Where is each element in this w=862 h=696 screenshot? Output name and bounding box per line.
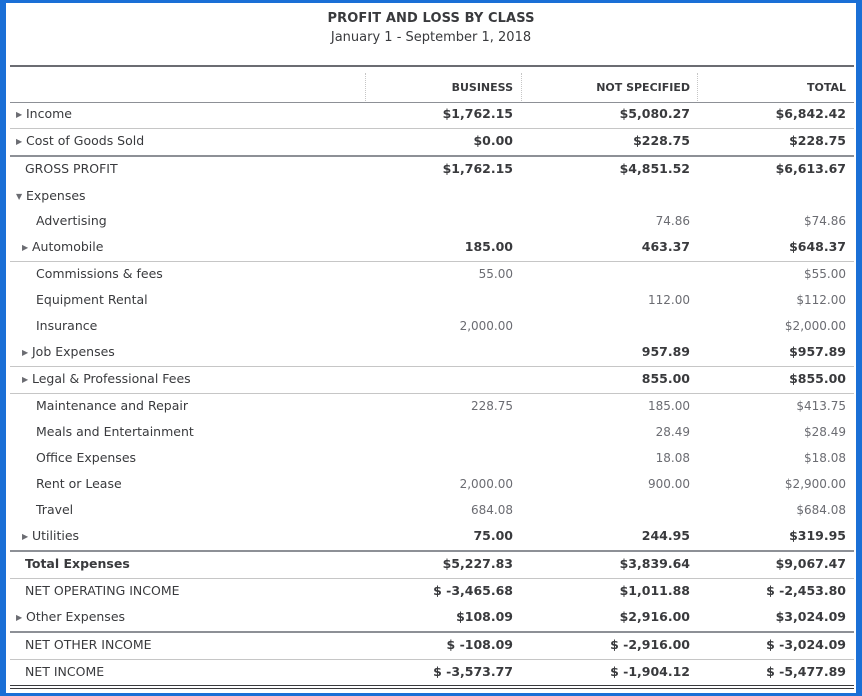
cell-not-specified[interactable]: 28.49 xyxy=(655,425,690,439)
cell-total[interactable]: $319.95 xyxy=(789,528,846,543)
cell-total[interactable]: $648.37 xyxy=(789,239,846,254)
cell-business[interactable]: $ -108.09 xyxy=(446,637,513,652)
row-gross-profit xyxy=(10,156,854,182)
row-expenses-group[interactable] xyxy=(10,183,854,209)
cell-not-specified[interactable]: 74.86 xyxy=(655,214,690,228)
row-label-text: Expenses xyxy=(26,188,86,203)
cell-not-specified[interactable]: 855.00 xyxy=(641,371,690,386)
report-frame xyxy=(6,3,856,693)
cell-business[interactable]: 75.00 xyxy=(473,528,513,543)
row-utilities[interactable] xyxy=(10,523,854,549)
row-label: Total Expenses xyxy=(25,556,130,571)
cell-not-specified[interactable]: $2,916.00 xyxy=(619,609,690,624)
cell-business[interactable]: $5,227.83 xyxy=(442,556,513,571)
row-label: Meals and Entertainment xyxy=(36,424,194,439)
cell-business[interactable]: 55.00 xyxy=(478,267,513,281)
cell-business[interactable]: $108.09 xyxy=(456,609,513,624)
row-label: NET OPERATING INCOME xyxy=(25,583,180,598)
cell-not-specified[interactable]: $4,851.52 xyxy=(619,161,690,176)
caret-right-icon[interactable]: ▶ xyxy=(16,137,23,146)
cell-not-specified[interactable]: 463.37 xyxy=(641,239,690,254)
cell-business[interactable]: $0.00 xyxy=(473,133,513,148)
row-net-income xyxy=(10,659,854,685)
row-label: Insurance xyxy=(36,318,98,333)
cell-not-specified[interactable]: 112.00 xyxy=(648,293,690,307)
cell-business[interactable]: 228.75 xyxy=(471,399,513,413)
cell-total[interactable]: $18.08 xyxy=(804,451,846,465)
cell-business[interactable]: $ -3,465.68 xyxy=(433,583,513,598)
row-automobile[interactable] xyxy=(10,234,854,260)
row-income[interactable] xyxy=(10,101,854,127)
caret-right-icon[interactable]: ▶ xyxy=(16,110,23,119)
column-header-business[interactable]: BUSINESS xyxy=(451,81,513,94)
row-label: NET INCOME xyxy=(25,664,105,679)
row-label: Rent or Lease xyxy=(36,476,122,491)
row-label-text: Job Expenses xyxy=(32,344,115,359)
row-label-text: Cost of Goods Sold xyxy=(26,133,145,148)
column-divider xyxy=(365,73,366,103)
cell-total[interactable]: $ -5,477.89 xyxy=(766,664,846,679)
cell-business[interactable]: $ -3,573.77 xyxy=(433,664,513,679)
row-label-text: Income xyxy=(26,106,72,121)
row-label xyxy=(16,101,72,128)
caret-down-icon[interactable]: ▼ xyxy=(16,192,23,201)
row-net-operating-income xyxy=(10,578,854,604)
cell-not-specified[interactable]: $228.75 xyxy=(633,133,690,148)
report-date-range: January 1 - September 1, 2018 xyxy=(330,30,532,45)
caret-right-icon[interactable]: ▶ xyxy=(22,375,29,384)
row-label: Equipment Rental xyxy=(36,292,148,307)
row-label xyxy=(16,128,144,155)
row-label-text: Automobile xyxy=(32,239,104,254)
row-label: GROSS PROFIT xyxy=(25,161,118,176)
cell-total[interactable]: $2,000.00 xyxy=(784,319,846,333)
row-legal-professional-fees[interactable] xyxy=(10,366,854,392)
cell-not-specified[interactable]: 18.08 xyxy=(655,451,690,465)
row-label xyxy=(22,234,103,261)
cell-not-specified[interactable]: 900.00 xyxy=(648,477,690,491)
cell-not-specified[interactable]: $1,011.88 xyxy=(619,583,690,598)
column-divider xyxy=(521,73,522,103)
net-income-double-underline xyxy=(10,685,854,689)
cell-not-specified[interactable]: $5,080.27 xyxy=(619,106,690,121)
report-title: PROFIT AND LOSS BY CLASS xyxy=(327,11,535,26)
cell-business[interactable]: 2,000.00 xyxy=(459,477,513,491)
cell-total[interactable]: $6,842.42 xyxy=(775,106,846,121)
row-label xyxy=(22,523,79,550)
caret-right-icon[interactable]: ▶ xyxy=(16,613,23,622)
cell-total[interactable]: $74.86 xyxy=(804,214,846,228)
row-label: NET OTHER INCOME xyxy=(25,637,152,652)
row-meals-entertainment xyxy=(10,419,854,445)
row-label-text: Legal & Professional Fees xyxy=(32,371,191,386)
cell-business[interactable]: 2,000.00 xyxy=(459,319,513,333)
cell-total[interactable]: $55.00 xyxy=(804,267,846,281)
cell-total[interactable]: $6,613.67 xyxy=(775,161,846,176)
row-other-expenses[interactable] xyxy=(10,604,854,630)
row-commissions-fees xyxy=(10,261,854,287)
row-rent-lease xyxy=(10,471,854,497)
cell-total[interactable]: $684.08 xyxy=(796,503,846,517)
cell-total[interactable]: $28.49 xyxy=(804,425,846,439)
column-header-not-specified[interactable]: NOT SPECIFIED xyxy=(596,81,690,94)
cell-business[interactable]: $1,762.15 xyxy=(442,161,513,176)
row-office-expenses xyxy=(10,445,854,471)
row-label xyxy=(22,339,115,366)
cell-not-specified[interactable]: $ -2,916.00 xyxy=(610,637,690,652)
cell-not-specified[interactable]: $3,839.64 xyxy=(619,556,690,571)
cell-total[interactable]: $855.00 xyxy=(789,371,846,386)
row-label xyxy=(16,604,125,631)
cell-not-specified[interactable]: 244.95 xyxy=(641,528,690,543)
row-label xyxy=(16,183,86,210)
caret-right-icon[interactable]: ▶ xyxy=(22,532,29,541)
cell-total[interactable]: $ -2,453.80 xyxy=(766,583,846,598)
row-label: Advertising xyxy=(36,213,107,228)
cell-not-specified[interactable]: $ -1,904.12 xyxy=(610,664,690,679)
row-label: Travel xyxy=(36,502,74,517)
cell-not-specified[interactable]: 957.89 xyxy=(641,344,690,359)
cell-total[interactable]: $228.75 xyxy=(789,133,846,148)
cell-total[interactable]: $ -3,024.09 xyxy=(766,637,846,652)
row-cost-of-goods-sold[interactable] xyxy=(10,128,854,154)
header-divider xyxy=(10,65,854,67)
cell-business[interactable]: 684.08 xyxy=(471,503,513,517)
column-header-total[interactable]: TOTAL xyxy=(806,81,846,94)
caret-right-icon[interactable]: ▶ xyxy=(22,243,29,252)
cell-total[interactable]: $112.00 xyxy=(796,293,846,307)
row-total-expenses xyxy=(10,551,854,577)
cell-total[interactable]: $9,067.47 xyxy=(775,556,846,571)
row-insurance xyxy=(10,313,854,339)
cell-not-specified[interactable]: 185.00 xyxy=(648,399,690,413)
caret-right-icon[interactable]: ▶ xyxy=(22,348,29,357)
row-equipment-rental xyxy=(10,287,854,313)
cell-total[interactable]: $957.89 xyxy=(789,344,846,359)
cell-business[interactable]: $1,762.15 xyxy=(442,106,513,121)
row-label: Office Expenses xyxy=(36,450,137,465)
row-advertising xyxy=(10,208,854,234)
row-label: Maintenance and Repair xyxy=(36,398,188,413)
row-job-expenses[interactable] xyxy=(10,339,854,365)
cell-total[interactable]: $2,900.00 xyxy=(784,477,846,491)
row-travel xyxy=(10,497,854,523)
row-label xyxy=(22,366,191,393)
row-label: Commissions & fees xyxy=(36,266,163,281)
cell-business[interactable]: 185.00 xyxy=(464,239,513,254)
cell-total[interactable]: $3,024.09 xyxy=(775,609,846,624)
row-net-other-income xyxy=(10,632,854,658)
row-maintenance-repair xyxy=(10,393,854,419)
row-label-text: Utilities xyxy=(32,528,80,543)
cell-total[interactable]: $413.75 xyxy=(796,399,846,413)
row-label-text: Other Expenses xyxy=(26,609,126,624)
